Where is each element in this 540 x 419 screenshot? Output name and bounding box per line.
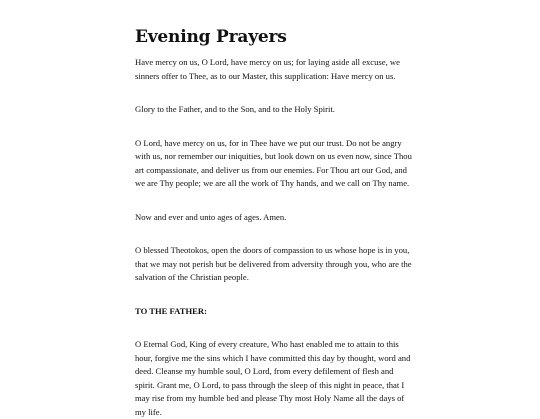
document-body	[135, 26, 415, 419]
paragraph-spacer	[135, 191, 415, 211]
prayer-paragraph-2: Glory to the Father, and to the Son, and to the Holy Spirit.	[135, 104, 335, 114]
prayer-paragraph-5: O blessed Theotokos, open the doors of compassion to us whose hope is in you, that we may not perish but be delivered from adversity through you, who are the salvation of the Christian people.	[135, 245, 412, 282]
prayer-paragraph-1: Have mercy on us, O Lord, have mercy on us; for laying aside all excuse, we sinners offer to Thee, as to our Master, this supplication: Have mercy on us.	[135, 57, 400, 81]
prayer-paragraph-4: Now and ever and unto ages of ages. Amen.	[135, 211, 287, 222]
prayer-paragraph-3: O Lord, have mercy on us, for in Thee have we put our trust. Do not be angry with us, nor remember our iniquities, but look down on us even now, since Thou art compassionate, and deliver us from our enemies. For Thou art our God, and we are Thy people; we are all the work of Thy hands, and we call on Thy name.	[135, 137, 412, 188]
paragraph-spacer	[135, 285, 415, 305]
prayer-paragraph-6: O Eternal God, King of every creature, Who hast enabled me to attain to this hour, forgive me the sins which I have committed this day by thought, word and deed. Cleanse my humble soul, O Lord, from every defilement of flesh and spirit. Grant me, O Lord, to pass through the sleep of this night in peace, that I may rise from my humble bed and please Thy most Holy Name all the days of my life.	[135, 339, 411, 417]
paragraph-spacer	[135, 318, 415, 338]
paragraph-spacer	[135, 117, 415, 137]
paragraph-spacer	[135, 224, 415, 244]
paragraph-spacer	[135, 83, 415, 103]
page-title: Evening Prayers	[135, 27, 287, 47]
section-heading: TO THE FATHER:	[135, 305, 207, 316]
